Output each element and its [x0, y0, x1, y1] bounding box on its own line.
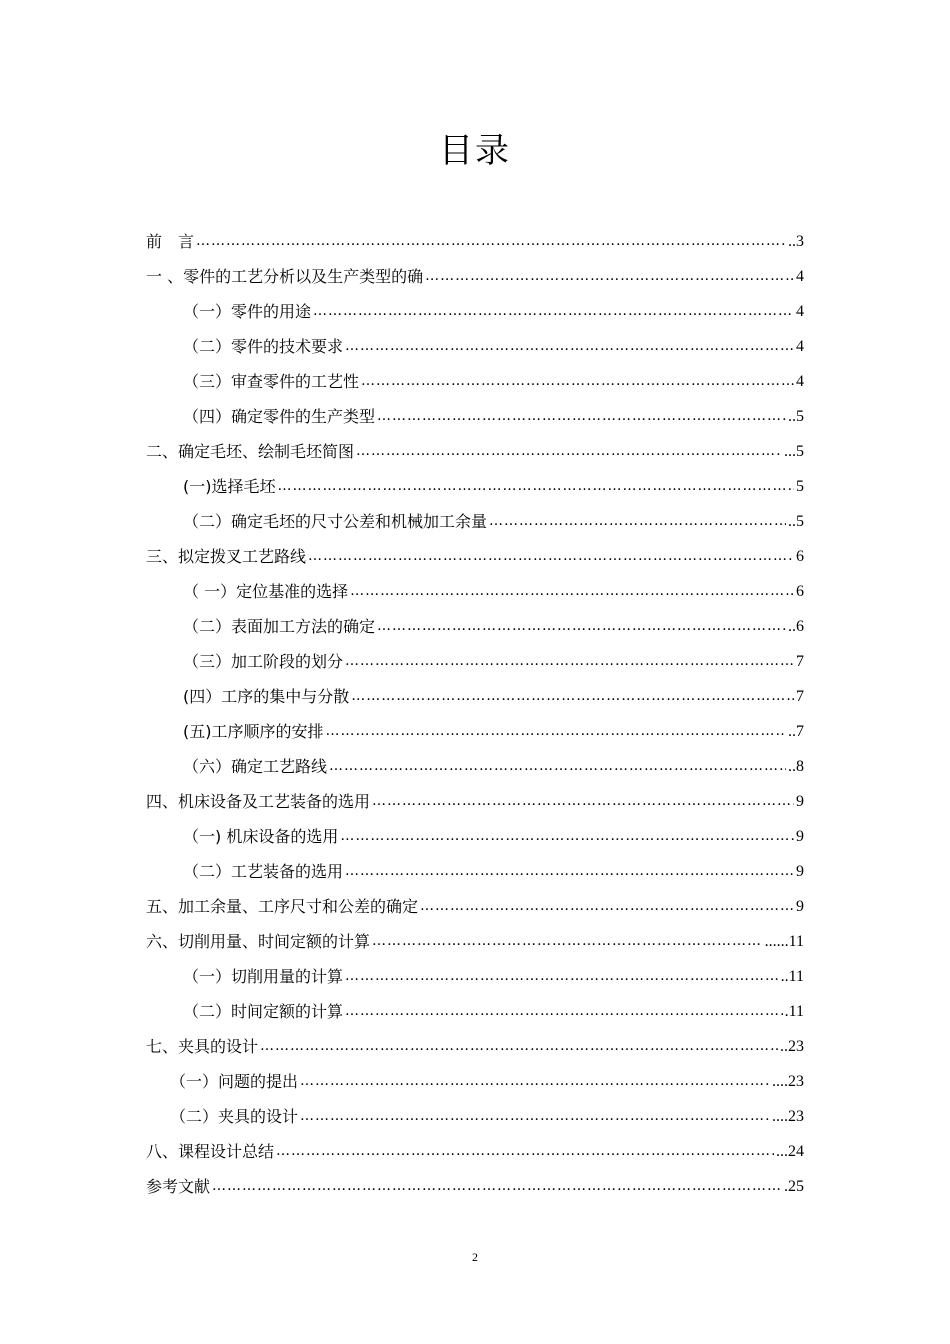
toc-entry-label: 参考文献: [146, 1177, 211, 1196]
toc-entry-page: 9: [796, 863, 804, 880]
toc-entry[interactable]: [183, 819, 804, 854]
toc-entry-label: （二）工艺装备的选用: [183, 862, 344, 881]
toc-entry-page: 7: [796, 653, 804, 670]
toc-entry-label: （一）零件的用途: [183, 302, 312, 321]
dot-leader: [345, 959, 779, 994]
toc-entry[interactable]: [146, 259, 804, 294]
dot-leader: [313, 294, 794, 329]
toc-entry-label: (四）工序的集中与分散: [183, 687, 350, 706]
dot-leader: [196, 224, 786, 259]
toc-entry[interactable]: [146, 924, 804, 959]
dot-leader: [351, 679, 794, 714]
dot-leader: [372, 784, 794, 819]
dot-leader: [345, 854, 794, 889]
page-number: 2: [472, 1250, 478, 1264]
toc-entry-page: 6: [796, 583, 804, 600]
toc-entry[interactable]: [146, 539, 804, 574]
toc-entry-label: 前 言: [146, 232, 195, 251]
toc-entry[interactable]: [183, 399, 804, 434]
toc-entry[interactable]: [146, 784, 804, 819]
toc-entry[interactable]: [146, 1134, 804, 1169]
toc-entry-label: 七、夹具的设计: [146, 1037, 259, 1056]
toc-entry-label: 八、课程设计总结: [146, 1142, 275, 1161]
toc-entry-page: 4: [796, 268, 804, 285]
dot-leader: [300, 1064, 770, 1099]
toc-entry-page: ...5: [784, 443, 804, 460]
toc-entry[interactable]: [183, 469, 804, 504]
toc-entry-label: （一）切削用量的计算: [183, 967, 344, 986]
toc-entry-page: ......11: [764, 933, 804, 950]
toc-entry-page: 4: [796, 303, 804, 320]
toc-entry-label: 一 、零件的工艺分析以及生产类型的确: [146, 267, 424, 286]
toc-entry-label: 二、确定毛坯、绘制毛坯简图: [146, 442, 355, 461]
toc-entry-label: （二）零件的技术要求: [183, 337, 344, 356]
dot-leader: [212, 1169, 782, 1204]
toc-entry-page: ..3: [788, 233, 804, 250]
toc-entry[interactable]: [183, 294, 804, 329]
toc-entry[interactable]: [170, 1099, 804, 1134]
dot-leader: [377, 399, 786, 434]
toc-entry-page: 5: [796, 478, 804, 495]
toc-entry-page: ..11: [780, 968, 804, 985]
toc-entry-label: （二）表面加工方法的确定: [183, 617, 376, 636]
dot-leader: [260, 1029, 778, 1064]
toc-entry-page: .11: [784, 1003, 804, 1020]
toc-entry[interactable]: [183, 679, 804, 714]
toc-entry[interactable]: [183, 609, 804, 644]
dot-leader: [329, 749, 786, 784]
toc-entry[interactable]: [183, 714, 804, 749]
toc-entry-label: （二）时间定额的计算: [183, 1002, 344, 1021]
dot-leader: [350, 574, 794, 609]
toc-entry-page: ...24: [776, 1143, 804, 1160]
toc-entry-page: ....23: [772, 1073, 804, 1090]
toc-entry-page: ..5: [788, 513, 804, 530]
toc-entry-page: ..23: [780, 1038, 804, 1055]
toc-entry-page: 9: [796, 793, 804, 810]
toc-entry[interactable]: [183, 504, 804, 539]
toc-entry-page: 4: [796, 373, 804, 390]
dot-leader: [489, 504, 786, 539]
dot-leader: [308, 539, 794, 574]
dot-leader: [345, 329, 794, 364]
toc-entry-label: （ 一）定位基准的选择: [183, 582, 349, 601]
dot-leader: [372, 924, 763, 959]
toc-entry[interactable]: [183, 329, 804, 364]
toc-entry[interactable]: [183, 959, 804, 994]
toc-entry[interactable]: [170, 1064, 804, 1099]
toc-entry-page: 6: [796, 548, 804, 565]
toc-entry-page: ..8: [788, 758, 804, 775]
toc-entry[interactable]: [183, 749, 804, 784]
toc-entry-page: ....23: [772, 1108, 804, 1125]
toc-entry-page: .25: [784, 1178, 804, 1195]
toc-entry-label: （六）确定工艺路线: [183, 757, 328, 776]
toc-entry[interactable]: [183, 994, 804, 1029]
toc-entry-page: 9: [796, 898, 804, 915]
dot-leader: [340, 819, 794, 854]
dot-leader: [425, 259, 794, 294]
toc-entry-label: （三）加工阶段的划分: [183, 652, 344, 671]
toc-entry[interactable]: [183, 574, 804, 609]
toc-entry-label: 六、切削用量、时间定额的计算: [146, 932, 371, 951]
toc-entry-label: （三）审查零件的工艺性: [183, 372, 360, 391]
toc-entry-label: (一)选择毛坯: [183, 477, 276, 496]
toc-entry-label: 四、机床设备及工艺装备的选用: [146, 792, 371, 811]
toc-entry-label: （四）确定零件的生产类型: [183, 407, 376, 426]
dot-leader: [345, 644, 794, 679]
toc-entry[interactable]: [183, 854, 804, 889]
toc-entry[interactable]: [183, 644, 804, 679]
dot-leader: [377, 609, 786, 644]
toc-entry-page: ..5: [788, 408, 804, 425]
toc-entry-label: (五)工序顺序的安排: [183, 722, 324, 741]
toc-entry-label: （一）问题的提出: [170, 1072, 299, 1091]
toc-entry-label: （二）夹具的设计: [170, 1107, 299, 1126]
toc-entry[interactable]: [146, 224, 804, 259]
toc-entry-label: （一) 机床设备的选用: [183, 827, 339, 846]
toc-entry-label: 三、拟定拨叉工艺路线: [146, 547, 307, 566]
dot-leader: [276, 1134, 774, 1169]
dot-leader: [356, 434, 782, 469]
dot-leader: [420, 889, 794, 924]
dot-leader: [300, 1099, 770, 1134]
toc-entry[interactable]: [146, 434, 804, 469]
toc-entry-page: 7: [796, 688, 804, 705]
dot-leader: [345, 994, 783, 1029]
dot-leader: [361, 364, 794, 399]
toc-entry-page: ..6: [788, 618, 804, 635]
toc-title: 目录: [439, 131, 511, 171]
toc-entry[interactable]: [146, 1169, 804, 1204]
toc-entry-label: 五、加工余量、工序尺寸和公差的确定: [146, 897, 419, 916]
dot-leader: [278, 469, 795, 504]
toc-entry-page: 9: [796, 828, 804, 845]
toc-entry[interactable]: [183, 364, 804, 399]
toc-entry-label: （二）确定毛坯的尺寸公差和机械加工余量: [183, 512, 488, 531]
toc-entry-page: ..7: [788, 723, 804, 740]
toc-entry[interactable]: [146, 889, 804, 924]
toc-entry-page: 4: [796, 338, 804, 355]
dot-leader: [326, 714, 787, 749]
toc-entry[interactable]: [146, 1029, 804, 1064]
